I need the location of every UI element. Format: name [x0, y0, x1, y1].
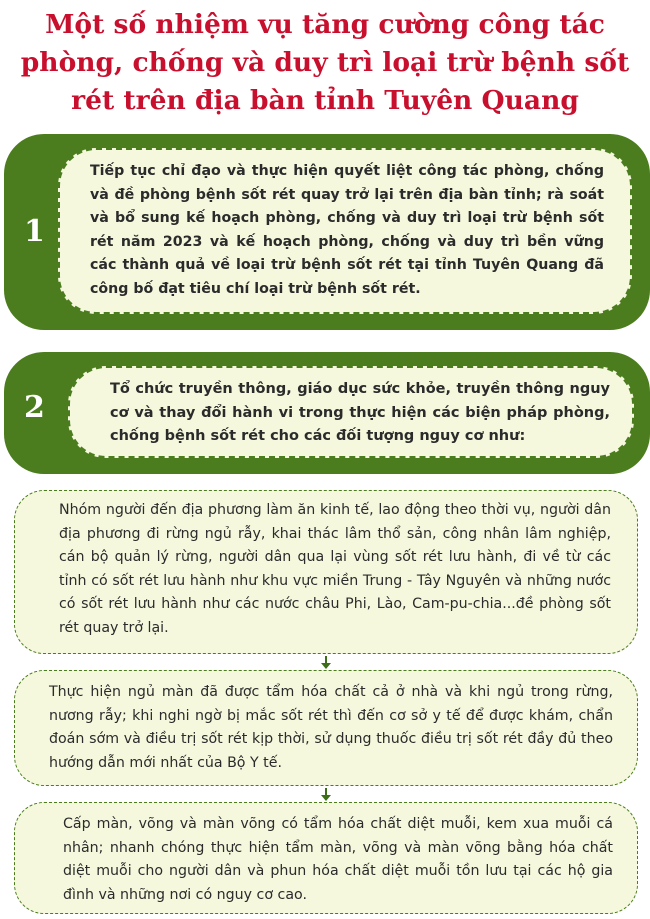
target-group-item: Nhóm người đến địa phương làm ăn kinh tế, lao động theo thời vụ, người dân địa phương đi rừng ngủ rẫy, khai thác lâm thổ sản, công nhân lâm nghiệp, cán bộ quản lý rừng, người dân qua lại vùng sốt rét lưu hành, đi về từ các tỉnh có sốt rét lưu hành như khu vực miền Trung - Tây Nguyên và những nước có sốt rét lưu hành như các nước châu Phi, Lào, Cam-pu-chia...đề phòng sốt rét quay trở lại.	[14, 490, 638, 654]
page-title: Một số nhiệm vụ tăng cường công tác phòng, chống và duy trì loại trừ bệnh sốt rét trên địa bàn tỉnh Tuyên Quang	[20, 9, 630, 116]
task-text-2: Tổ chức truyền thông, giáo dục sức khỏe, truyền thông nguy cơ và thay đổi hành vi trong thực hiện các biện pháp phòng, chống bệnh sốt rét cho các đối tượng nguy cơ như:	[68, 366, 634, 458]
down-arrow-icon	[325, 788, 327, 796]
task-text-1: Tiếp tục chỉ đạo và thực hiện quyết liệt công tác phòng, chống và đề phòng bệnh sốt rét quay trở lại trên địa bàn tỉnh; rà soát và bổ sung kế hoạch phòng, chống và duy trì loại trừ bệnh sốt rét năm 2023 và kế hoạch phòng, chống và duy trì bền vững các thành quả về loại trừ bệnh sốt rét tại tỉnh Tuyên Quang đã công bố đạt tiêu chí loại trừ bệnh sốt rét.	[58, 148, 632, 314]
task-card-1	[4, 134, 650, 330]
down-arrow-icon	[325, 656, 327, 664]
bednet-item: Thực hiện ngủ màn đã được tẩm hóa chất cả ở nhà và khi ngủ trong rừng, nương rẫy; khi nghi ngờ bị mắc sốt rét thì đến cơ sở y tế để được khám, chẩn đoán sớm và điều trị sốt rét kịp thời, sử dụng thuốc điều trị sốt rét đầy đủ theo hướng dẫn mới nhất của Bộ Y tế.	[14, 670, 638, 786]
task-number-1: 1	[24, 214, 45, 249]
task-number-2: 2	[24, 390, 45, 425]
task-card-2	[4, 352, 650, 474]
supply-item: Cấp màn, võng và màn võng có tẩm hóa chất diệt muỗi, kem xua muỗi cá nhân; nhanh chóng thực hiện tẩm màn, võng và màn võng bằng hóa chất diệt muỗi cho người dân và phun hóa chất diệt muỗi tồn lưu tại các hộ gia đình và những nơi có nguy cơ cao.	[14, 802, 638, 914]
